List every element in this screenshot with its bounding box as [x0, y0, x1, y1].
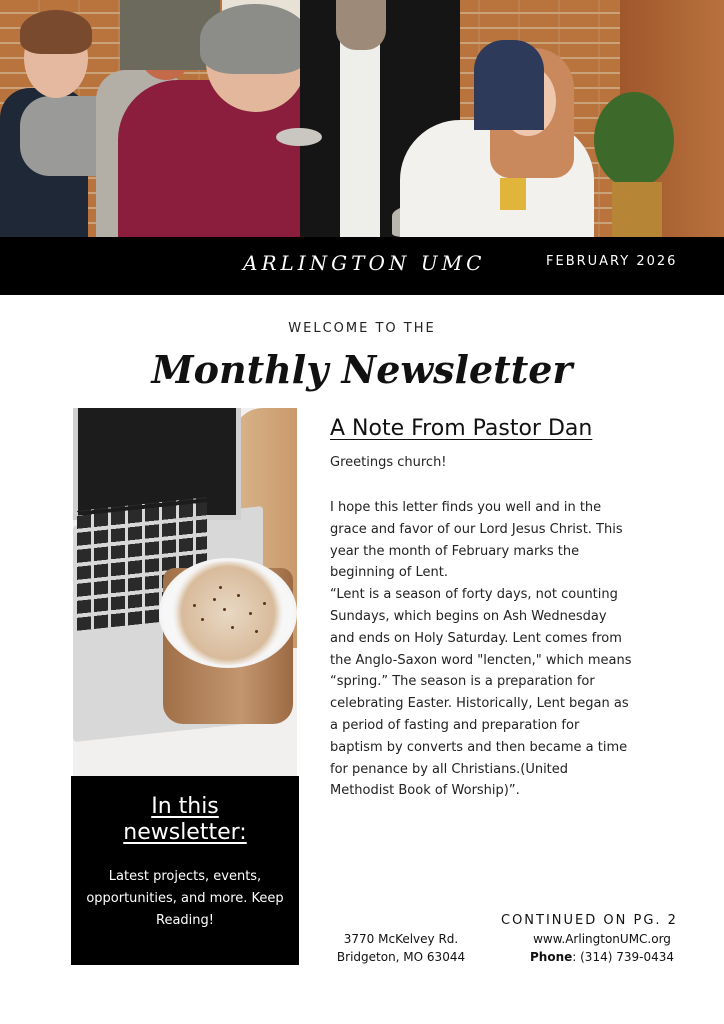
church-contact: [520, 930, 684, 966]
article-line: I hope this letter finds you well and in the: [330, 500, 602, 515]
article-line: baptism by converts and then became a time: [330, 739, 628, 755]
issue-date: FEBRUARY 2026: [546, 254, 678, 269]
article-heading: A Note From Pastor Dan: [330, 416, 593, 441]
article-line: beginning of Lent.: [330, 565, 448, 581]
in-this-newsletter-box: [71, 776, 299, 965]
coffee-laptop-photo: [73, 408, 297, 776]
article-line: Methodist Book of Worship)”.: [330, 783, 520, 799]
article-line: and ends on Holy Saturday. Lent comes from: [330, 630, 622, 646]
article-line: the Anglo-Saxon word "lencten," which means: [330, 652, 632, 668]
article-line: a period of fasting and preparation for: [330, 717, 580, 733]
hero-photo: [0, 0, 724, 237]
org-name: ARLINGTON UMC: [243, 251, 486, 275]
phone-label: Phone: [530, 950, 573, 964]
address-line: Bridgeton, MO 63044: [336, 950, 466, 964]
article-line: “Lent is a season of forty days, not counting: [330, 587, 618, 603]
address-line: 3770 McKelvey Rd.: [343, 932, 459, 946]
phone-number: : (314) 739-0434: [572, 950, 674, 964]
page-title: Monthly Newsletter: [151, 347, 573, 392]
box-text: Latest projects, events, opportunities, and more. Keep Reading!: [86, 869, 284, 928]
phone-line: [520, 948, 684, 966]
article-line: grace and favor of our Lord Jesus Christ. This: [330, 521, 623, 537]
article-line: year the month of February marks the: [330, 543, 580, 559]
header-banner: [0, 237, 724, 295]
article-line: Sundays, which begins on Ash Wednesday: [330, 608, 607, 624]
article-greeting: Greetings church!: [330, 455, 447, 470]
welcome-text: WELCOME TO THE: [288, 321, 436, 336]
article-body: [330, 497, 660, 802]
church-address: [336, 930, 466, 966]
website-link[interactable]: www.ArlingtonUMC.org: [533, 932, 671, 946]
article-line: “spring.” The season is a preparation for: [330, 674, 595, 690]
box-heading: In this newsletter:: [123, 794, 247, 845]
article-line: celebrating Easter. Historically, Lent began as: [330, 696, 629, 712]
article-line: for penance by all Christians.(United: [330, 761, 569, 777]
continued-notice: CONTINUED ON PG. 2: [501, 913, 678, 928]
